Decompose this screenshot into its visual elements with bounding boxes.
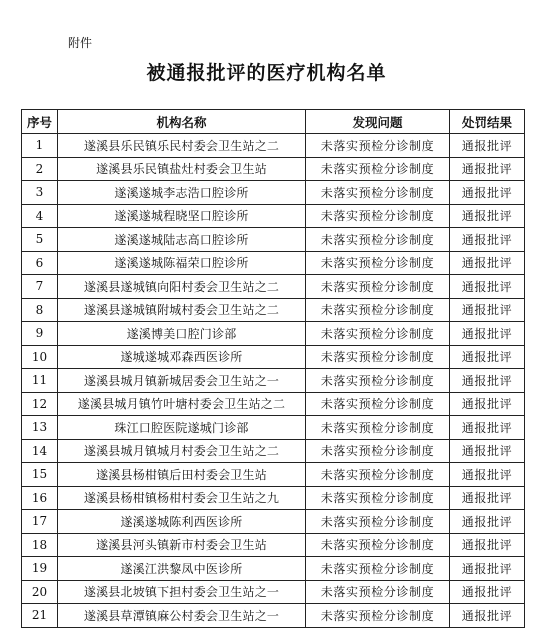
row-number-cell: 14: [22, 439, 58, 463]
row-number-cell: 3: [22, 181, 58, 205]
institution-name-cell: 遂溪遂城陈福荣口腔诊所: [58, 251, 306, 275]
row-number-cell: 15: [22, 463, 58, 487]
issue-cell: 未落实预检分诊制度: [306, 275, 450, 299]
issue-cell: 未落实预检分诊制度: [306, 580, 450, 604]
column-header-issue: 发现问题: [306, 110, 450, 134]
institution-name-cell: 遂溪博美口腔门诊部: [58, 322, 306, 346]
institution-name-cell: 遂溪遂城李志浩口腔诊所: [58, 181, 306, 205]
institution-name-cell: 珠江口腔医院遂城门诊部: [58, 416, 306, 440]
result-cell: 通报批评: [450, 416, 525, 440]
issue-cell: 未落实预检分诊制度: [306, 486, 450, 510]
institution-name-cell: 遂溪遂城陈利西医诊所: [58, 510, 306, 534]
institution-name-cell: 遂溪县乐民镇乐民村委会卫生站之二: [58, 134, 306, 158]
row-number-cell: 20: [22, 580, 58, 604]
institution-name-cell: 遂溪县城月镇城月村委会卫生站之二: [58, 439, 306, 463]
result-cell: 通报批评: [450, 486, 525, 510]
result-cell: 通报批评: [450, 604, 525, 628]
table-row: [22, 392, 525, 416]
table-row: [22, 204, 525, 228]
institution-name-cell: 遂溪县城月镇新城居委会卫生站之一: [58, 369, 306, 393]
result-cell: 通报批评: [450, 157, 525, 181]
row-number-cell: 4: [22, 204, 58, 228]
issue-cell: 未落实预检分诊制度: [306, 204, 450, 228]
table-row: [22, 251, 525, 275]
result-cell: 通报批评: [450, 463, 525, 487]
table-row: [22, 416, 525, 440]
result-cell: 通报批评: [450, 369, 525, 393]
table-row: [22, 557, 525, 581]
issue-cell: 未落实预检分诊制度: [306, 298, 450, 322]
column-header-number: 序号: [22, 110, 58, 134]
row-number-cell: 10: [22, 345, 58, 369]
issue-cell: 未落实预检分诊制度: [306, 369, 450, 393]
result-cell: 通报批评: [450, 134, 525, 158]
row-number-cell: 1: [22, 134, 58, 158]
institution-name-cell: 遂城遂城邓森西医诊所: [58, 345, 306, 369]
row-number-cell: 12: [22, 392, 58, 416]
issue-cell: 未落实预检分诊制度: [306, 439, 450, 463]
institution-name-cell: 遂溪县草潭镇麻公村委会卫生站之一: [58, 604, 306, 628]
result-cell: 通报批评: [450, 439, 525, 463]
issue-cell: 未落实预检分诊制度: [306, 510, 450, 534]
result-cell: 通报批评: [450, 181, 525, 205]
row-number-cell: 13: [22, 416, 58, 440]
column-header-name: 机构名称: [58, 110, 306, 134]
institution-name-cell: 遂溪县河头镇新市村委会卫生站: [58, 533, 306, 557]
row-number-cell: 2: [22, 157, 58, 181]
result-cell: 通报批评: [450, 322, 525, 346]
issue-cell: 未落实预检分诊制度: [306, 228, 450, 252]
table-row: [22, 181, 525, 205]
institution-name-cell: 遂溪县乐民镇盐灶村委会卫生站: [58, 157, 306, 181]
result-cell: 通报批评: [450, 275, 525, 299]
table-row: [22, 369, 525, 393]
issue-cell: 未落实预检分诊制度: [306, 134, 450, 158]
row-number-cell: 11: [22, 369, 58, 393]
issue-cell: 未落实预检分诊制度: [306, 533, 450, 557]
institution-name-cell: 遂溪县北坡镇下担村委会卫生站之一: [58, 580, 306, 604]
result-cell: 通报批评: [450, 392, 525, 416]
table-row: [22, 580, 525, 604]
institution-name-cell: 遂溪县城月镇竹叶塘村委会卫生站之二: [58, 392, 306, 416]
table-row: [22, 463, 525, 487]
institution-table: [21, 109, 525, 628]
result-cell: 通报批评: [450, 533, 525, 557]
table-row: [22, 604, 525, 628]
issue-cell: 未落实预检分诊制度: [306, 251, 450, 275]
result-cell: 通报批评: [450, 251, 525, 275]
result-cell: 通报批评: [450, 204, 525, 228]
issue-cell: 未落实预检分诊制度: [306, 157, 450, 181]
issue-cell: 未落实预检分诊制度: [306, 181, 450, 205]
row-number-cell: 19: [22, 557, 58, 581]
institution-name-cell: 遂溪县杨柑镇杨柑村委会卫生站之九: [58, 486, 306, 510]
issue-cell: 未落实预检分诊制度: [306, 463, 450, 487]
institution-name-cell: 遂溪遂城陆志高口腔诊所: [58, 228, 306, 252]
table-row: [22, 345, 525, 369]
row-number-cell: 5: [22, 228, 58, 252]
row-number-cell: 18: [22, 533, 58, 557]
issue-cell: 未落实预检分诊制度: [306, 345, 450, 369]
table-row: [22, 486, 525, 510]
result-cell: 通报批评: [450, 580, 525, 604]
institution-name-cell: 遂溪江洪黎凤中医诊所: [58, 557, 306, 581]
row-number-cell: 21: [22, 604, 58, 628]
institution-name-cell: 遂溪县遂城镇向阳村委会卫生站之二: [58, 275, 306, 299]
row-number-cell: 9: [22, 322, 58, 346]
result-cell: 通报批评: [450, 345, 525, 369]
row-number-cell: 17: [22, 510, 58, 534]
column-header-result: 处罚结果: [450, 110, 525, 134]
table-header-row: [22, 110, 525, 134]
table-row: [22, 157, 525, 181]
table-row: [22, 510, 525, 534]
result-cell: 通报批评: [450, 510, 525, 534]
document-title: 被通报批评的医疗机构名单: [146, 62, 387, 84]
row-number-cell: 7: [22, 275, 58, 299]
issue-cell: 未落实预检分诊制度: [306, 557, 450, 581]
table-row: [22, 228, 525, 252]
table-row: [22, 298, 525, 322]
institution-name-cell: 遂溪遂城程晓坚口腔诊所: [58, 204, 306, 228]
result-cell: 通报批评: [450, 557, 525, 581]
issue-cell: 未落实预检分诊制度: [306, 392, 450, 416]
row-number-cell: 6: [22, 251, 58, 275]
row-number-cell: 16: [22, 486, 58, 510]
table-row: [22, 275, 525, 299]
issue-cell: 未落实预检分诊制度: [306, 322, 450, 346]
institution-name-cell: 遂溪县遂城镇附城村委会卫生站之二: [58, 298, 306, 322]
row-number-cell: 8: [22, 298, 58, 322]
issue-cell: 未落实预检分诊制度: [306, 604, 450, 628]
result-cell: 通报批评: [450, 298, 525, 322]
table-row: [22, 533, 525, 557]
result-cell: 通报批评: [450, 228, 525, 252]
table-row: [22, 439, 525, 463]
table-row: [22, 134, 525, 158]
table-row: [22, 322, 525, 346]
institution-name-cell: 遂溪县杨柑镇后田村委会卫生站: [58, 463, 306, 487]
attachment-label: 附件: [68, 36, 93, 50]
issue-cell: 未落实预检分诊制度: [306, 416, 450, 440]
